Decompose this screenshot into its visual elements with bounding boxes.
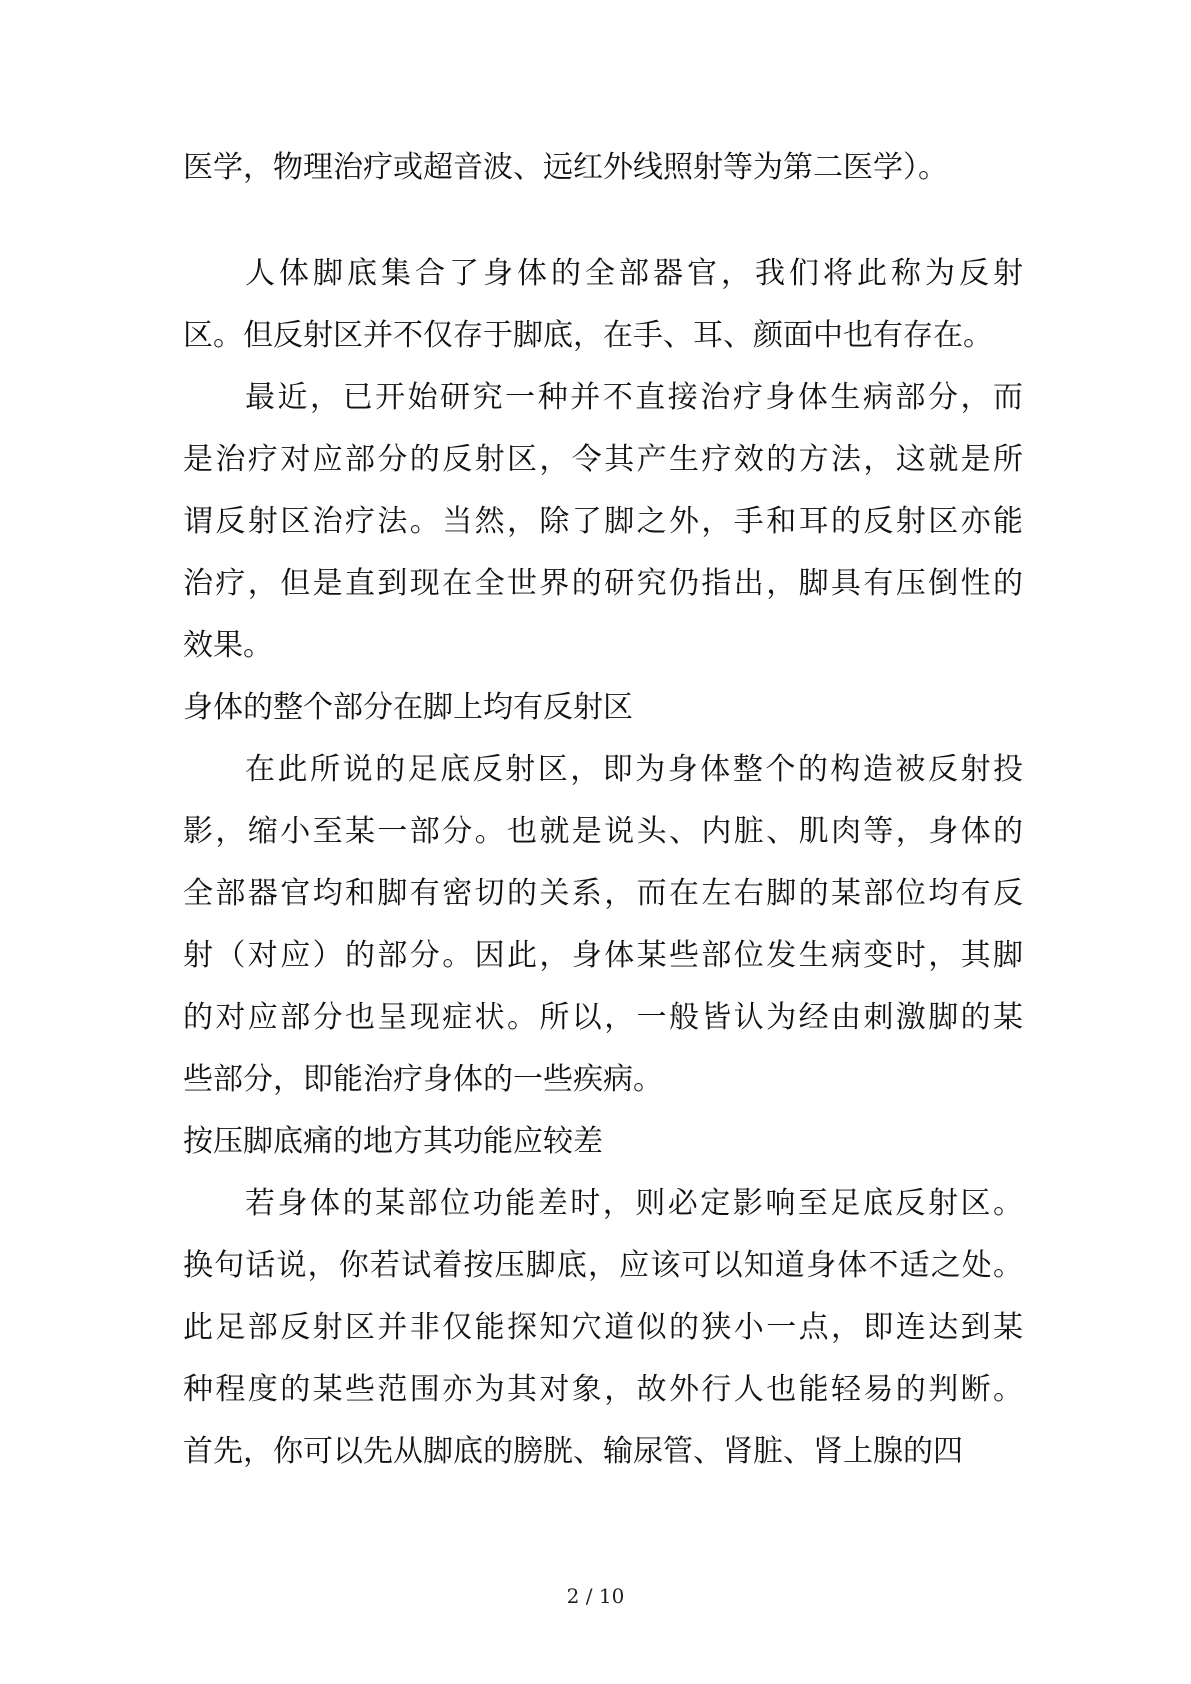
paragraph (183, 367, 1023, 677)
text-line: 射（对应）的部分。因此，身体某些部位发生病变时，其脚 (183, 938, 1023, 973)
paragraph (183, 243, 1023, 367)
paragraph (183, 739, 1023, 1111)
text-line: 按压脚底痛的地方其功能应较差 (183, 1124, 603, 1159)
paragraph (183, 1173, 1023, 1483)
text-line: 全部器官均和脚有密切的关系，而在左右脚的某部位均有反 (183, 876, 1023, 911)
text-line: 首先，你可以先从脚底的膀胱、输尿管、肾脏、肾上腺的四 (183, 1434, 963, 1469)
section-heading (183, 1111, 1023, 1173)
paragraph-gap (183, 199, 1023, 243)
section-heading (183, 677, 1023, 739)
text-line: 种程度的某些范围亦为其对象，故外行人也能轻易的判断。 (183, 1372, 1023, 1407)
text-line: 些部分，即能治疗身体的一些疾病。 (183, 1062, 663, 1097)
paragraph (183, 137, 1023, 199)
text-line: 医学，物理治疗或超音波、远红外线照射等为第二医学）。 (183, 150, 948, 185)
text-line: 谓反射区治疗法。当然，除了脚之外，手和耳的反射区亦能 (183, 504, 1023, 539)
text-line: 在此所说的足底反射区，即为身体整个的构造被反射投 (245, 752, 1023, 787)
text-line: 身体的整个部分在脚上均有反射区 (183, 690, 633, 725)
text-line: 区。但反射区并不仅存于脚底，在手、耳、颜面中也有存在。 (183, 318, 993, 353)
text-line: 的对应部分也呈现症状。所以，一般皆认为经由刺激脚的某 (183, 1000, 1023, 1035)
document-body (183, 137, 1023, 1483)
text-line: 是治疗对应部分的反射区，令其产生疗效的方法，这就是所 (183, 442, 1023, 477)
text-line: 效果。 (183, 628, 273, 663)
text-line: 治疗，但是直到现在全世界的研究仍指出，脚具有压倒性的 (183, 566, 1023, 601)
text-line: 若身体的某部位功能差时，则必定影响至足底反射区。 (245, 1186, 1023, 1221)
text-line: 人体脚底集合了身体的全部器官，我们将此称为反射 (245, 256, 1023, 291)
text-line: 最近，已开始研究一种并不直接治疗身体生病部分，而 (245, 380, 1023, 415)
page-number: 2 / 10 (566, 1584, 625, 1608)
text-line: 换句话说，你若试着按压脚底，应该可以知道身体不适之处。 (183, 1248, 1023, 1283)
text-line: 此足部反射区并非仅能探知穴道似的狭小一点，即连达到某 (183, 1310, 1023, 1345)
text-line: 影，缩小至某一部分。也就是说头、内脏、肌肉等，身体的 (183, 814, 1023, 849)
